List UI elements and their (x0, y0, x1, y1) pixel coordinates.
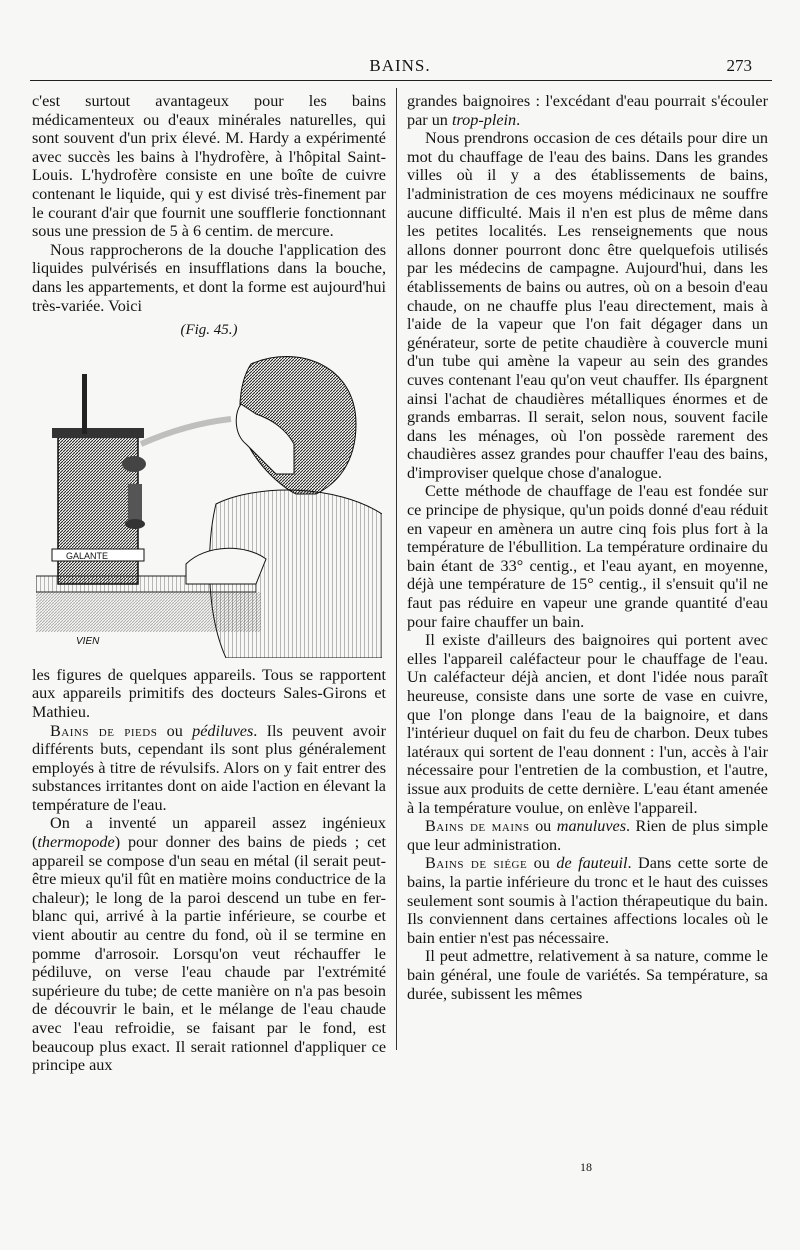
term-thermopode: thermopode (37, 833, 115, 852)
left-column (32, 92, 386, 1075)
right-paragraph-6: Bains de siége ou de fauteuil. Dans cette sorte de bains, la partie inférieure du tronc et le haut des cuisses seulement sont soumis à l'action thérapeutique du bain. Ils conviennent dans certaines affections locales où le bain entier n'est pas nécessaire. (407, 854, 769, 947)
figure-inhaler-illustration (36, 344, 382, 658)
column-divider (396, 88, 397, 1050)
term-manuluves: manuluves (556, 817, 626, 836)
section-heading-hand-baths: Bains de mains (425, 817, 530, 836)
right-paragraph-2: Nous prendrons occasion de ces détails pour dire un mot du chauffage de l'eau des bains. Dans les grandes villes où il y a des établissements de bains, l'administration de ces moyens médicinaux ne souffre aucune difficulté. Mais il n'en est plus de même dans les petites localités. Les renseignements que nous allons donner pourront donc être quelquefois utilisés par les médecins de campagne. Aujourd'hui, dans les établissements de bains ou autres, où on a besoin d'eau chaude, on ne chauffe plus l'eau directement, mais à l'aide de la vapeur que l'on fait dégager dans un générateur, sorte de petite chaudière à couvercle muni d'un tube qui amène la vapeur au sein des grandes cuves contenant l'eau qu'on veut chauffer. Ils épargnent ainsi l'achat de chaudières métalliques énormes et de grands embarras. Il serait, selon nous, souvent facile dans les ménages, où l'on possède rarement des chaudières assez grandes pour chauffer l'eau des bains, d'improviser quelque chose d'analogue. (407, 129, 768, 482)
header-rule (30, 80, 772, 81)
term-de-fauteuil: de fauteuil (556, 854, 628, 873)
right-column (407, 92, 768, 1003)
figure-caption: (Fig. 45.) (180, 322, 238, 339)
page-number: 273 (726, 56, 752, 75)
left-paragraph-4: Bains de pieds ou pédiluves. Ils peuvent avoir différents buts, cependant ils sont plus généralement employés à titre de révulsifs. Alors on y fait entrer des substances irritantes dont on aide l'action en élevant la température de l'eau. (32, 721, 386, 814)
printer-signature: 18 (580, 1160, 592, 1174)
running-title: BAINS. (369, 56, 431, 75)
left-paragraph-1: c'est surtout avantageux pour les bains médicamenteux ou d'eaux minérales naturelles, qui sont souvent d'un prix élevé. M. Hardy a expérimenté avec succès les bains à l'hydrofère, à l'hôpital Saint-Louis. L'hydrofère consiste en une boîte de cuivre contenant le liquide, qui y est divisé très-finement par le courant d'air que fournit une soufflerie fonctionnant sous une pression de 5 à 6 centim. de mercure. (32, 92, 386, 241)
term-trop-plein: trop-plein (451, 110, 517, 129)
apparatus-plate-text: GALANTE (66, 550, 109, 561)
right-paragraph-7: Il peut admettre, relativement à sa nature, comme le bain général, une foule de variétés. Sa température, sa durée, subissent les mêmes (407, 947, 768, 1003)
section-heading-foot-baths: Bains de pieds (50, 721, 158, 740)
term-pediluves: pédiluves (192, 721, 254, 740)
left-paragraph-2: Nous rapprocherons de la douche l'application des liquides pulvérisés en insufflations dans la bouche, dans les appartements, et dont la forme est aujourd'hui très-variée. Voici (32, 240, 386, 315)
right-paragraph-5: Bains de mains ou manuluves. Rien de plus simple que leur administration. (407, 817, 769, 854)
left-paragraph-5: On a inventé un appareil assez ingénieux (thermopode) pour donner des bains de pieds ; cet appareil se compose d'un seau en métal (il serait peut-être mieux qu'il fût en matière moins conductrice de la chaleur); le long de la paroi descend un tube en fer-blanc qui, arrivé à la partie inférieure, se courbe et vient aboutir au centre du fond, où il se termine en pomme d'arrosoir. Lorsqu'on veut réchauffer le pédiluve, on verse l'eau chaude par l'extrémité supérieure du tube; de cette manière on n'a pas besoin de découvrir le bain, et le mélange de l'eau chaude avec l'eau refroidie, se faisant par le fond, est beaucoup plus exact. Il serait rationnel d'appliquer ce principe aux (32, 814, 386, 1075)
section-heading-sitz-baths: Bains de siége (425, 854, 528, 873)
right-paragraph-4: Il existe d'ailleurs des baignoires qui portent avec elles l'appareil caléfacteur pour le chauffage de l'eau. Un caléfacteur déjà ancien, et dont l'idée nous paraît heureuse, consiste dans une sorte de vase en cuivre, que l'on plonge dans l'eau de la baignoire, et dans l'intérieur duquel on fait du feu de charbon. Deux tubes latéraux qui sortent de l'eau donnent : l'un, accès à l'air nécessaire pour l'entretien de la combustion, et l'autre, issue aux produits de cette dernière. L'eau étant amenée à la température voulue, on enlève l'appareil. (407, 631, 768, 817)
artist-mark: VIEN (76, 635, 100, 647)
left-paragraph-3: les figures de quelques appareils. Tous se rapportent aux appareils primitifs des docteurs Sales-Girons et Mathieu. (32, 665, 386, 721)
right-paragraph-1: grandes baignoires : l'excédant d'eau pourrait s'écouler par un trop-plein. (407, 92, 768, 129)
right-paragraph-3: Cette méthode de chauffage de l'eau est fondée sur ce principe de physique, qu'un poids donné d'eau réduit en vapeur en amènera un autre cinq fois plus fort à la température de l'ébullition. La température ordinaire du bain étant de 33° centig., et l'eau ayant, en moyenne, déjà une température de 15° centig., il s'ensuit qu'il ne faut pas réduire en vapeur une grande quantité d'eau pour faire chauffer un bain. (407, 482, 768, 631)
